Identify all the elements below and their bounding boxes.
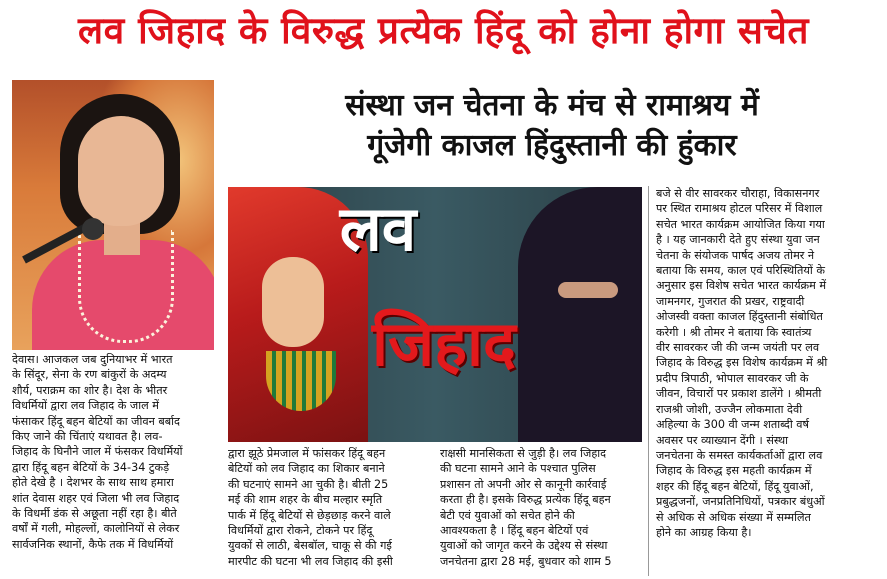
article-line: राजश्री जोशी, उज्जैन लोकमाता देवी	[656, 402, 803, 416]
article-line: देवास। आजकल जब दुनियाभर में भारत	[12, 353, 173, 366]
article-line: जिहाद के विरुद्ध इस महती कार्यक्रम में	[656, 464, 812, 478]
column-divider	[648, 186, 649, 576]
article-line: ओजस्वी वक्ता काजल हिंदुस्तानी संबोधित	[656, 310, 823, 324]
article-line: है । यह जानकारी देते हुए संस्था युवा जन	[656, 233, 820, 247]
article-line: सार्वजनिक स्थानों, कैफे तक में विधर्मियों	[12, 537, 174, 551]
article-line: जामनगर, गुजरात की प्रखर, राष्ट्रवादी	[656, 294, 805, 308]
article-line: बजे से वीर सावरकर चौराहा, विकासनगर	[656, 187, 820, 200]
article-line: मई की शाम शहर के बीच मल्हार स्मृति	[228, 493, 383, 507]
article-line: युवकों से लाठी, बेसबॉल, चाकू से की गई	[228, 539, 392, 553]
article-line: बेटी एवं युवाओं को सचेत होने की	[440, 508, 575, 522]
article-line: चेतना के संयोजक पार्षद अजय तोमर ने	[656, 248, 815, 262]
article-line: करता ही है। इसके विरुद्ध प्रत्येक हिंदू बहन	[440, 493, 611, 507]
article-line: आवश्यकता है । हिंदू बहन बेटियों एवं	[440, 524, 589, 538]
article-line: जिहाद के विरुद्ध इस विशेष कार्यक्रम में श्री	[656, 356, 828, 370]
article-line: से अधिक से अधिक संख्या में सम्मलित	[656, 510, 811, 524]
article-column-4	[656, 186, 876, 540]
article-line: प्रशासन तो अपनी ओर से कानूनी कार्रवाई	[440, 477, 607, 491]
article-line: जिहाद के घिनौने जाल में फंसकर विधर्मियों	[12, 445, 183, 459]
article-line: होने का आग्रह किया है।	[656, 525, 752, 539]
article-line: विधर्मियों द्वारा रोकने, टोकने पर हिंदू	[228, 524, 373, 538]
article-line: अनुसार इस विशेष सचेत भारत कार्यक्रम में	[656, 279, 827, 293]
article-line: की घटनाएं सामने आ चुकी है। बीती 25	[228, 477, 389, 491]
article-line: युवाओं को जागृत करने के उद्देश्य से संस्था	[440, 539, 608, 553]
article-line: जनचेतना द्वारा 28 मई, बुधवार को शाम 5	[440, 554, 612, 568]
article-line: शहर की हिंदू बहन बेटियों, हिंदू युवाओं,	[656, 479, 814, 493]
article-column-1	[12, 352, 214, 552]
article-line: की घटना सामने आने के पश्चात पुलिस	[440, 462, 596, 476]
article-line: जनचेतना के समस्त कार्यकर्ताओं द्वारा लव	[656, 448, 823, 462]
article-line: प्रदीप त्रिपाठी, भोपाल सावरकर जी के	[656, 371, 809, 385]
article-line: शौर्य, पराक्रम का शोर है। देश के भीतर	[12, 383, 168, 397]
article-line: मारपीट की घटना भी लव जिहाद की इसी	[228, 554, 393, 568]
article-line: प्रबुद्धजनों, जनप्रतिनिधियों, पत्रकार बंधुओं	[656, 495, 825, 509]
illustration-word-love: लव	[339, 192, 417, 265]
article-line: के सिंदूर, सेना के रण बांकुरों के अदम्य	[12, 368, 167, 382]
subheadline-line-1: संस्था जन चेतना के मंच से रामाश्रय में	[345, 88, 759, 123]
headline: लव जिहाद के विरुद्ध प्रत्येक हिंदू को होना होगा सचेत	[78, 9, 809, 52]
article-line: राक्षसी मानसिकता से जुड़ी है। लव जिहाद	[440, 447, 607, 460]
article-column-3	[440, 446, 645, 569]
article-line: वर्षों में गली, मोहल्लों, कालोनियों से लेकर	[12, 522, 180, 536]
speaker-photo	[12, 80, 214, 350]
article-line: द्वारा हिंदू बहन बेटियों के 34-34 टुकड़े	[12, 460, 170, 474]
article-line: सचेत भारत कार्यक्रम आयोजित किया गया	[656, 217, 825, 231]
article-line: द्वारा झूठे प्रेमजाल में फांसकर हिंदू बहन	[228, 447, 386, 460]
article-line: पार्क में हिंदू बेटियों से छेड़छाड़ करने वाले	[228, 508, 391, 522]
subheadline-line-2: गूंजेगी काजल हिंदुस्तानी की हुंकार	[367, 128, 737, 163]
article-line: करेगी । श्री तोमर ने बताया कि स्वातंत्र्य	[656, 325, 812, 339]
illustration-word-jihad: जिहाद	[372, 307, 516, 380]
article-line: किए जाने की चिंताएं यथावत है। लव-	[12, 430, 163, 444]
article-line: बताया कि समय, काल एवं परिस्थितियों के	[656, 264, 825, 278]
article-line: विधर्मियों द्वारा लव जिहाद के जाल में	[12, 399, 159, 413]
article-line: जीवन, विचारों पर प्रकाश डालेंगे । श्रीमती	[656, 387, 822, 401]
article-line: शांत देवास शहर एवं जिला भी लव जिहाद	[12, 491, 180, 505]
article-line: अहिल्या के 300 वी जन्म शताब्दी वर्ष	[656, 418, 809, 432]
love-jihad-illustration	[228, 187, 642, 442]
article-line: वीर सावरकर जी की जन्म जयंती पर लव	[656, 341, 820, 355]
article-line: के विधर्मी डंक से अछूता नहीं रहा है। बीते	[12, 507, 177, 521]
article-line: होते देखे है । देशभर के साथ साथ हमारा	[12, 476, 174, 490]
article-line: पर स्थित रामाश्रय होटल परिसर में विशाल	[656, 202, 823, 216]
article-line: बेटियों को लव जिहाद का शिकार बनाने	[228, 462, 385, 476]
article-line: फंसाकर हिंदू बहन बेटियों का जीवन बर्बाद	[12, 414, 180, 428]
subheadline	[228, 86, 876, 166]
article-line: अवसर पर व्याख्यान देंगी । संस्था	[656, 433, 789, 447]
article-column-2	[228, 446, 433, 569]
